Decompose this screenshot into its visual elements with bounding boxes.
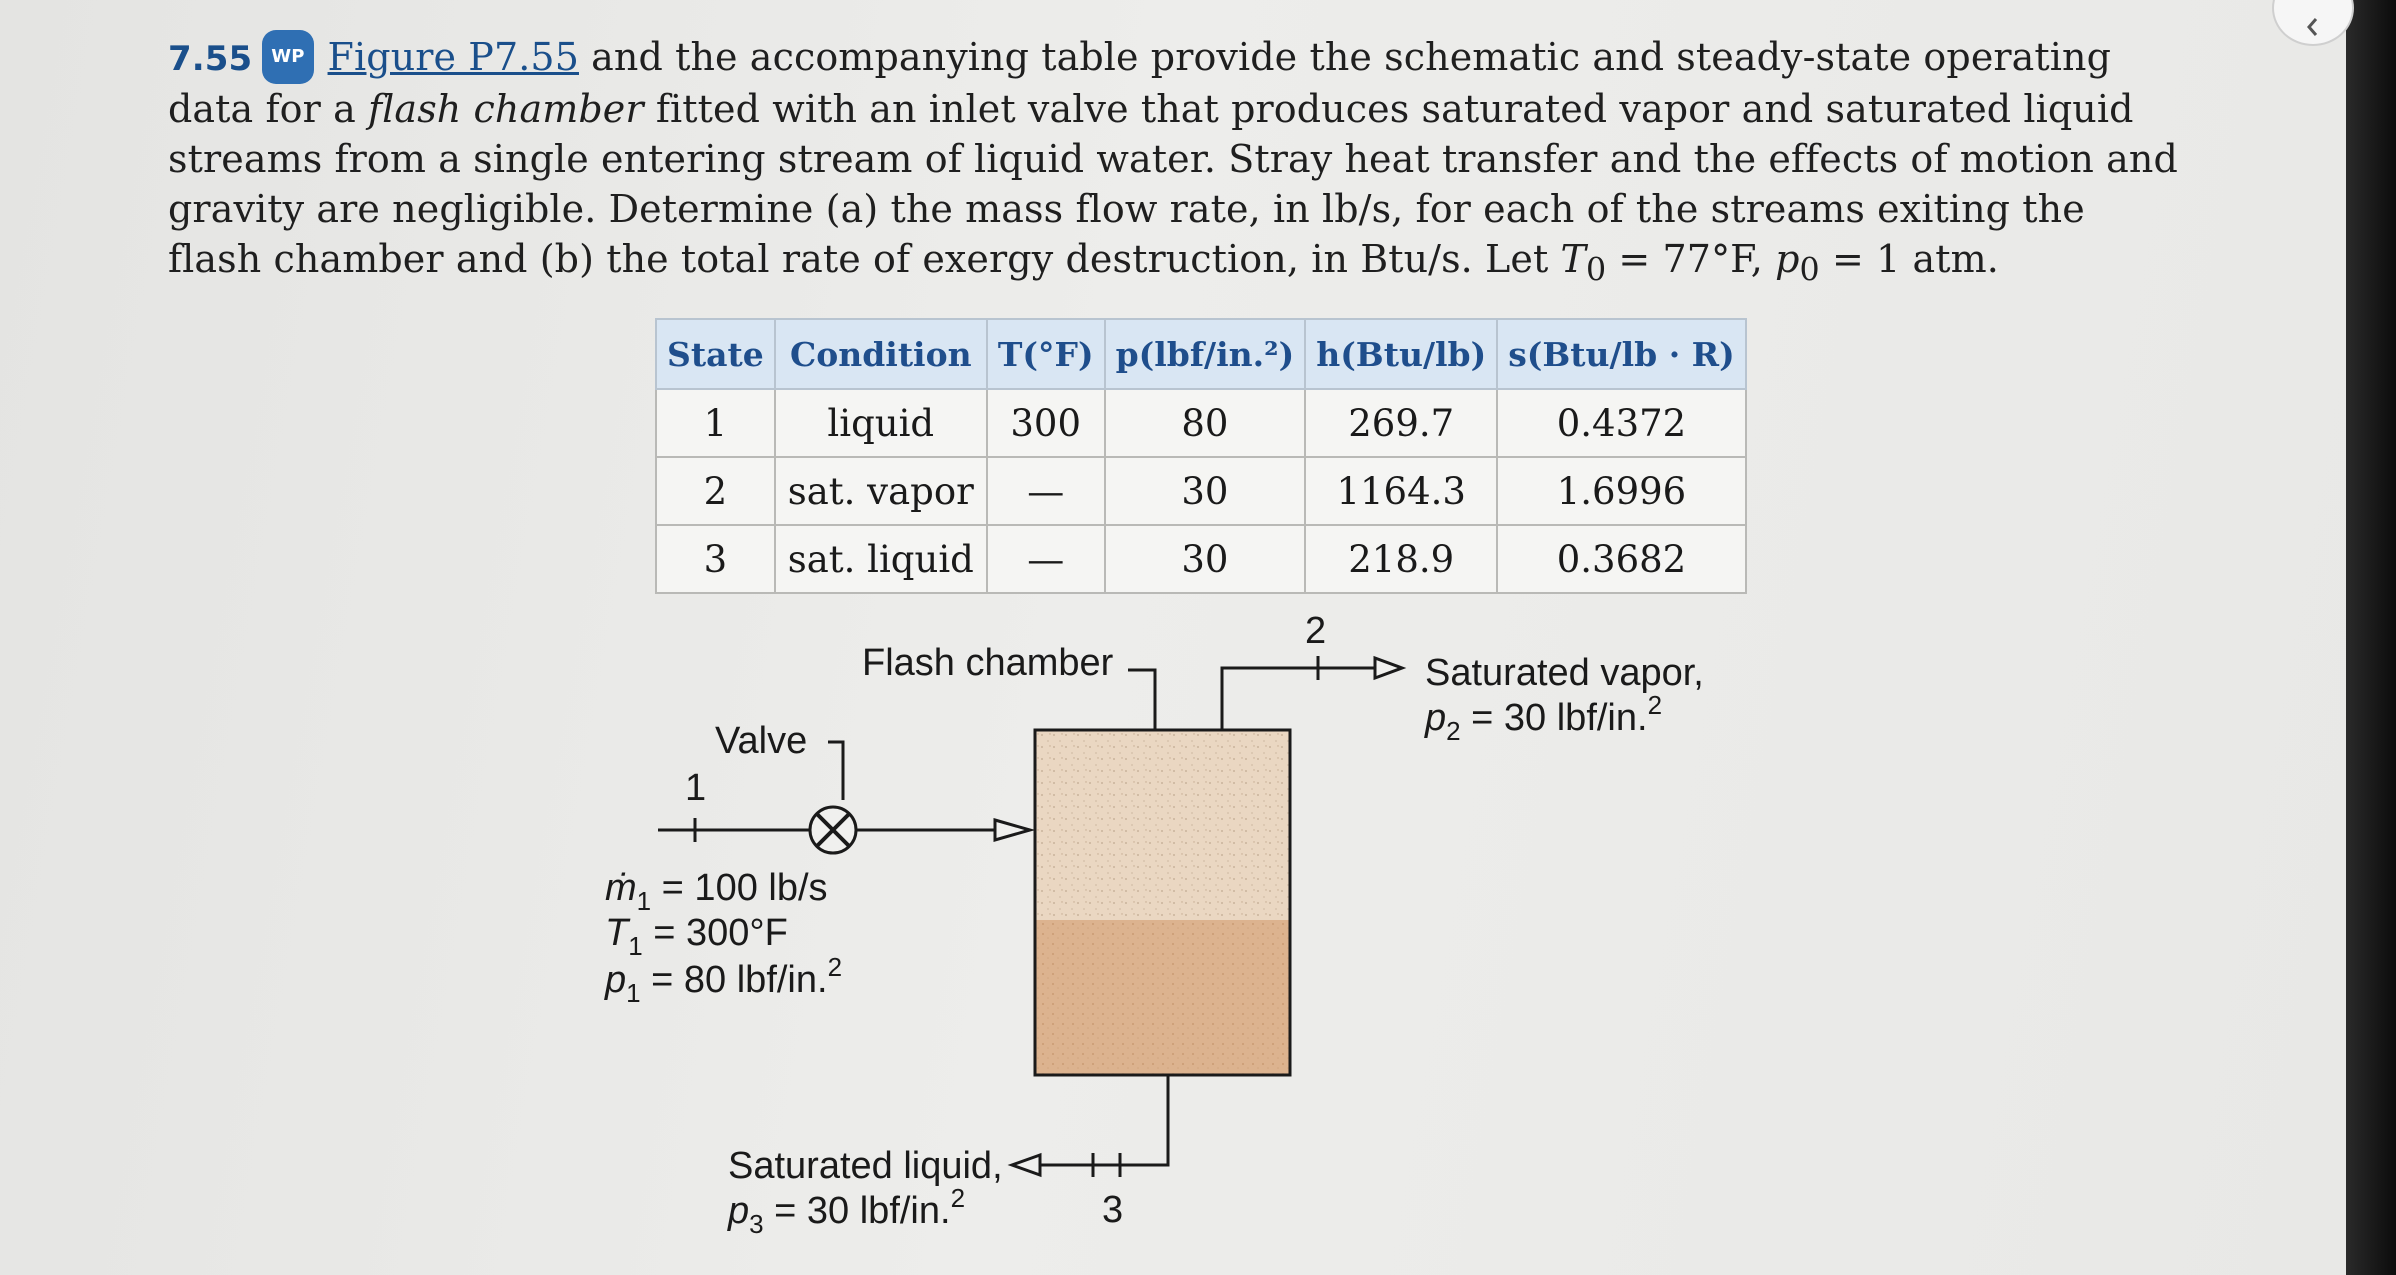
cell-state: 3 — [656, 525, 775, 593]
inlet-arrow — [995, 820, 1030, 840]
liquid-outlet-line — [1012, 1075, 1168, 1177]
problem-text-a: and the accompanying table provide the schematic and steady-state operating data for a — [168, 35, 2112, 131]
p1-symbol: p — [605, 959, 627, 1001]
cell-temperature: — — [987, 457, 1105, 525]
cell-condition: sat. vapor — [775, 457, 987, 525]
m1-value: = 100 lb/s — [651, 867, 828, 909]
cell-condition: liquid — [775, 389, 987, 457]
t1-label — [605, 912, 788, 961]
header-enthalpy: h(Btu/lb) — [1305, 319, 1497, 389]
table-header-row — [656, 319, 1746, 389]
cell-enthalpy: 1164.3 — [1305, 457, 1497, 525]
vapor-texture — [1035, 730, 1290, 935]
vapor-p-sup: 2 — [1647, 690, 1663, 720]
cell-temperature: — — [987, 525, 1105, 593]
table-row — [656, 525, 1746, 593]
p1-value: = 80 lbf/in. — [640, 959, 828, 1001]
liquid-p-sub: 3 — [749, 1209, 764, 1239]
t0-sub: 0 — [1585, 252, 1607, 289]
t1-sub: 1 — [628, 931, 643, 961]
cell-entropy: 1.6996 — [1497, 457, 1746, 525]
state-data-table — [655, 318, 1747, 594]
liquid-p-sup: 2 — [950, 1183, 966, 1213]
flash-chamber-leader — [1128, 670, 1155, 730]
flash-chamber-schematic — [560, 600, 1740, 1240]
cell-enthalpy: 269.7 — [1305, 389, 1497, 457]
liquid-p-symbol: p — [728, 1190, 750, 1232]
vapor-pressure-label — [1424, 690, 1662, 746]
p1-label — [604, 952, 842, 1008]
state-1-label: 1 — [685, 767, 707, 809]
problem-number: 7.55 — [168, 39, 253, 79]
flash-chamber-label: Flash chamber — [862, 642, 1114, 684]
cell-pressure: 80 — [1105, 389, 1306, 457]
vapor-p-sub: 2 — [1446, 716, 1461, 746]
valve-label: Valve — [715, 720, 808, 762]
cell-pressure: 30 — [1105, 457, 1306, 525]
p1-sup: 2 — [827, 952, 843, 982]
p0-symbol: p — [1775, 237, 1800, 281]
header-pressure: p(lbf/in.²) — [1105, 319, 1306, 389]
figure-link[interactable]: Figure P7.55 — [327, 35, 579, 79]
cell-temperature: 300 — [987, 389, 1105, 457]
t0-symbol: T — [1560, 237, 1586, 281]
t1-value: = 300°F — [642, 912, 788, 954]
cell-entropy: 0.4372 — [1497, 389, 1746, 457]
cell-condition: sat. liquid — [775, 525, 987, 593]
valve-symbol — [810, 742, 856, 853]
header-condition: Condition — [775, 319, 987, 389]
problem-text-b: fitted with an inlet valve that produces saturated vapor and saturated liquid streams from a single entering stream of liquid water. Stray heat transfer and the effects of motion and gravity are negligible. Determine (a) the mass flow rate, in lb/s, for each of the streams exiting the flash chamber and (b) the total rate of exergy destruction, in Btu/s. Let — [168, 87, 2178, 281]
m1-sub: 1 — [636, 886, 652, 916]
flash-chamber-vessel — [1035, 730, 1290, 1075]
screen-edge — [2346, 0, 2396, 1275]
cell-pressure: 30 — [1105, 525, 1306, 593]
vapor-p-symbol: p — [1425, 697, 1447, 739]
liquid-pressure-label — [727, 1183, 965, 1239]
p1-sub: 1 — [626, 978, 641, 1008]
chevron-left-icon — [2302, 16, 2324, 38]
liquid-p-value: = 30 lbf/in. — [763, 1190, 951, 1232]
cell-state: 1 — [656, 389, 775, 457]
previous-page-button[interactable] — [2272, 0, 2354, 46]
cell-enthalpy: 218.9 — [1305, 525, 1497, 593]
cell-entropy: 0.3682 — [1497, 525, 1746, 593]
p0-value: = 1 atm. — [1819, 237, 1999, 281]
p0-sub: 0 — [1799, 252, 1820, 289]
wp-badge[interactable]: WP — [262, 30, 313, 84]
problem-statement — [168, 30, 2178, 296]
state-3-label: 3 — [1102, 1189, 1124, 1231]
vapor-p-value: = 30 lbf/in. — [1460, 697, 1648, 739]
table-row — [656, 389, 1746, 457]
liquid-texture — [1035, 920, 1290, 1075]
vapor-arrow — [1375, 658, 1402, 678]
header-state: State — [656, 319, 775, 389]
table-row — [656, 457, 1746, 525]
liquid-label: Saturated liquid, — [728, 1145, 1003, 1187]
m1-symbol: ṁ — [605, 867, 637, 909]
header-entropy: s(Btu/lb · R) — [1497, 319, 1746, 389]
m1-label — [605, 867, 828, 916]
header-temperature: T(°F) — [987, 319, 1105, 389]
vapor-outlet-line — [1222, 656, 1402, 730]
flash-chamber-term: flash chamber — [368, 87, 644, 131]
cell-state: 2 — [656, 457, 775, 525]
liquid-arrow — [1012, 1155, 1040, 1175]
t1-symbol: T — [605, 912, 629, 954]
t0-value: = 77°F, — [1606, 237, 1776, 281]
state-2-label: 2 — [1305, 610, 1327, 652]
vapor-label: Saturated vapor, — [1425, 652, 1704, 694]
